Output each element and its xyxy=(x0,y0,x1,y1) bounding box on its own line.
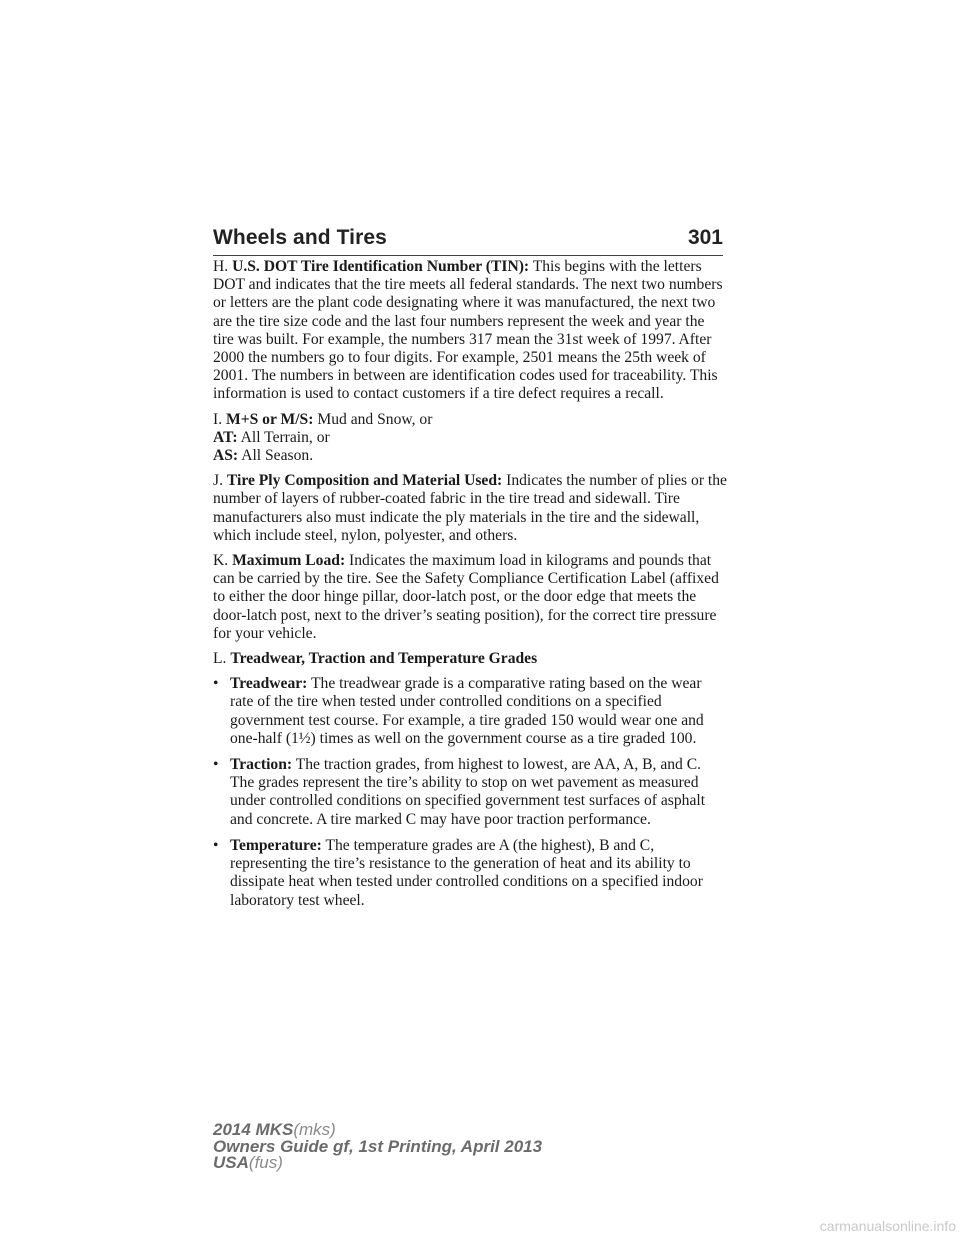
item-heading: Treadwear, Traction and Temperature Grades xyxy=(230,650,538,668)
item-heading: M+S or M/S: xyxy=(226,410,314,428)
bullet-icon: • xyxy=(213,836,219,854)
footer-market-code: (fus) xyxy=(248,1153,283,1172)
item-heading: AS: xyxy=(213,447,239,465)
item-marker: I. xyxy=(213,410,223,428)
item-heading: U.S. DOT Tire Identification Number (TIN): xyxy=(232,258,530,275)
item-text: Mud and Snow, or xyxy=(317,410,433,428)
footer-line-market xyxy=(213,1155,613,1172)
bullet-icon: • xyxy=(213,675,219,693)
bullet-body: The traction grades, from highest to lowest, are AA, A, B, and C. The grades represent the tire’s ability to stop on wet pavement as measured under controlled conditions on specified government test surfaces of asphalt and concrete. A tire marked C may have poor traction performance. xyxy=(230,756,706,828)
bullet-body: The temperature grades are A (the highest), B and C, representing the tire’s resistance to the generation of heat and its ability to dissipate heat when tested under controlled conditions on a specified indoor laboratory test wheel. xyxy=(230,836,703,909)
header-rule xyxy=(213,255,723,256)
paragraph-l xyxy=(213,650,728,668)
item-text: All Season. xyxy=(241,447,314,465)
footer-guide-info: Owners Guide gf, 1st Printing, April 2013 xyxy=(213,1136,543,1156)
page-number: 301 xyxy=(687,226,723,249)
item-heading: Maximum Load: xyxy=(232,552,346,570)
page-header xyxy=(213,226,723,262)
item-text: Indicates the number of plies or the number of layers of rubber-coated fabric in the tire tread and sidewall. Tire manufacturers also must indicate the ply materials in the tire and the sidewall, which include steel, nylon, polyester, and others. xyxy=(213,472,727,544)
footer-model: 2014 MKS xyxy=(213,1120,294,1139)
item-text: This begins with the letters DOT and indicates that the tire meets all federal standards. The next two numbers or letters are the plant code designating where it was manufactured, the next two are the tire size code and the last four numbers represent the week and year the tire was built. For example, the numbers 317 mean the 31st week of 1997. After 2000 the numbers go to four digits. For example, 2501 means the 25th week of 2001. The numbers in between are identification codes used for traceability. This information is used to contact customers if a tire defect requires a recall. xyxy=(213,258,723,403)
item-text: All Terrain, or xyxy=(240,428,330,446)
bullet-treadwear xyxy=(213,675,728,748)
footer-market: USA xyxy=(213,1153,249,1172)
paragraph-k xyxy=(213,552,728,643)
paragraph-i xyxy=(213,411,728,429)
bullet-heading: Treadwear: xyxy=(230,675,308,693)
bullet-temperature xyxy=(213,837,728,910)
item-marker: J. xyxy=(213,472,223,490)
item-marker: K. xyxy=(213,552,229,570)
item-marker: L. xyxy=(213,650,227,668)
bullet-heading: Temperature: xyxy=(230,836,322,854)
bullet-heading: Traction: xyxy=(230,756,293,774)
item-marker: H. xyxy=(213,258,229,275)
page-content xyxy=(213,258,728,918)
section-title: Wheels and Tires xyxy=(213,226,387,249)
bullet-text xyxy=(230,756,728,829)
bullet-text xyxy=(230,837,728,910)
bullet-traction xyxy=(213,756,728,829)
page-footer xyxy=(213,1122,613,1172)
bullet-body: The treadwear grade is a comparative rating based on the wear rate of the tire when tested under controlled conditions on a specified government test course. For example, a tire graded 150 would wear one and one-half (1½) times as well on the government course as a tire graded 100. xyxy=(230,675,704,747)
item-heading: AT: xyxy=(213,428,238,446)
paragraph-h xyxy=(213,258,728,404)
watermark: carmanualsonline.info xyxy=(819,1218,956,1234)
footer-model-code: (mks) xyxy=(293,1120,336,1139)
bullet-text xyxy=(230,675,728,748)
item-text: Indicates the maximum load in kilograms and pounds that can be carried by the tire. See the Safety Compliance Certification Label (affixed to either the door hinge pillar, door-latch post, or the door edge that meets the door-latch post, next to the driver’s seating position), for the correct tire pressure for your vehicle. xyxy=(213,552,719,642)
item-heading: Tire Ply Composition and Material Used: xyxy=(226,472,503,490)
paragraph-i-as xyxy=(213,447,728,465)
bullet-icon: • xyxy=(213,756,219,774)
paragraph-i-at xyxy=(213,429,728,447)
paragraph-j xyxy=(213,472,728,545)
